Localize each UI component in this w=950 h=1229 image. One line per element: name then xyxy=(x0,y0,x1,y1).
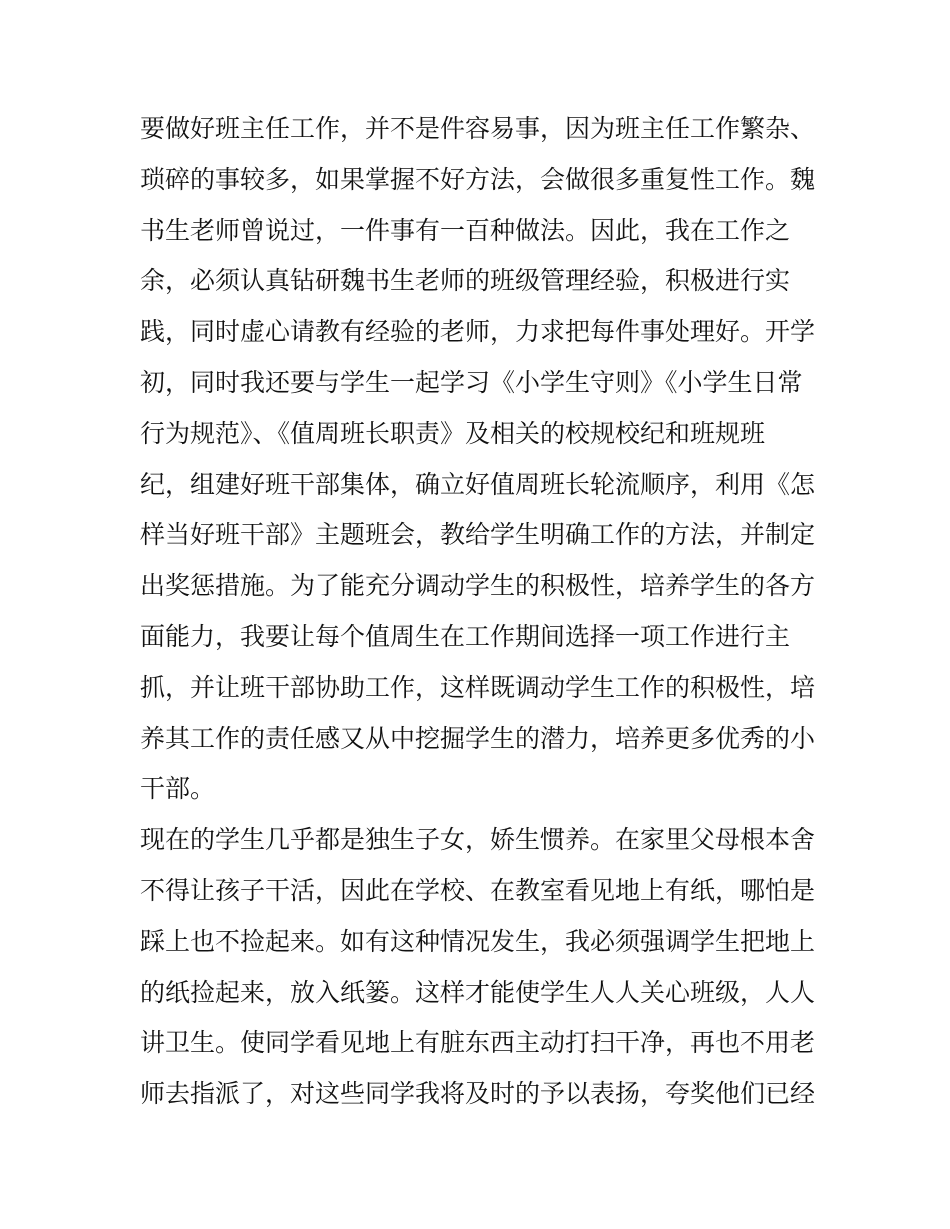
text-line: 纪，组建好班干部集体，确立好值周班长轮流顺序，利用《怎 xyxy=(140,469,816,499)
text-line: 抓，并让班干部协助工作，这样既调动学生工作的积极性，培 xyxy=(140,672,816,702)
text-line: 踩上也不捡起来。如有这种情况发生，我必须强调学生把地上 xyxy=(140,926,816,956)
text-line: 养其工作的责任感又从中挖掘学生的潜力，培养更多优秀的小 xyxy=(140,723,816,753)
text-line: 面能力，我要让每个值周生在工作期间选择一项工作进行主 xyxy=(140,621,791,651)
text-line: 初，同时我还要与学生一起学习《小学生守则》《小学生日常 xyxy=(140,367,803,397)
paragraph-2 xyxy=(140,815,820,1120)
body-text xyxy=(140,104,820,1120)
text-line: 样当好班干部》主题班会，教给学生明确工作的方法，并制定 xyxy=(140,520,816,550)
text-line: 琐碎的事较多，如果掌握不好方法，会做很多重复性工作。魏 xyxy=(140,164,816,194)
text-line: 干部。 xyxy=(140,774,216,804)
text-line: 书生老师曾说过，一件事有一百种做法。因此，我在工作之 xyxy=(140,215,791,245)
text-line: 师去指派了，对这些同学我将及时的予以表扬，夸奖他们已经 xyxy=(140,1079,816,1109)
text-line: 出奖惩措施。为了能充分调动学生的积极性，培养学生的各方 xyxy=(140,571,816,601)
text-line: 讲卫生。使同学看见地上有脏东西主动打扫干净，再也不用老 xyxy=(140,1028,816,1058)
paragraph-1 xyxy=(140,104,820,815)
text-line: 要做好班主任工作，并不是件容易事，因为班主任工作繁杂、 xyxy=(140,114,816,143)
text-line: 余，必须认真钻研魏书生老师的班级管理经验，积极进行实 xyxy=(140,266,791,296)
text-line: 行为规范》、《值周班长职责》及相关的校规校纪和班规班 xyxy=(140,418,766,448)
text-line: 的纸捡起来，放入纸篓。这样才能使学生人人关心班级，人人 xyxy=(140,977,816,1007)
text-line: 现在的学生几乎都是独生子女，娇生惯养。在家里父母根本舍 xyxy=(140,825,816,855)
text-line: 践，同时虚心请教有经验的老师，力求把每件事处理好。开学 xyxy=(140,317,816,347)
text-line: 不得让孩子干活，因此在学校、在教室看见地上有纸，哪怕是 xyxy=(140,875,816,905)
